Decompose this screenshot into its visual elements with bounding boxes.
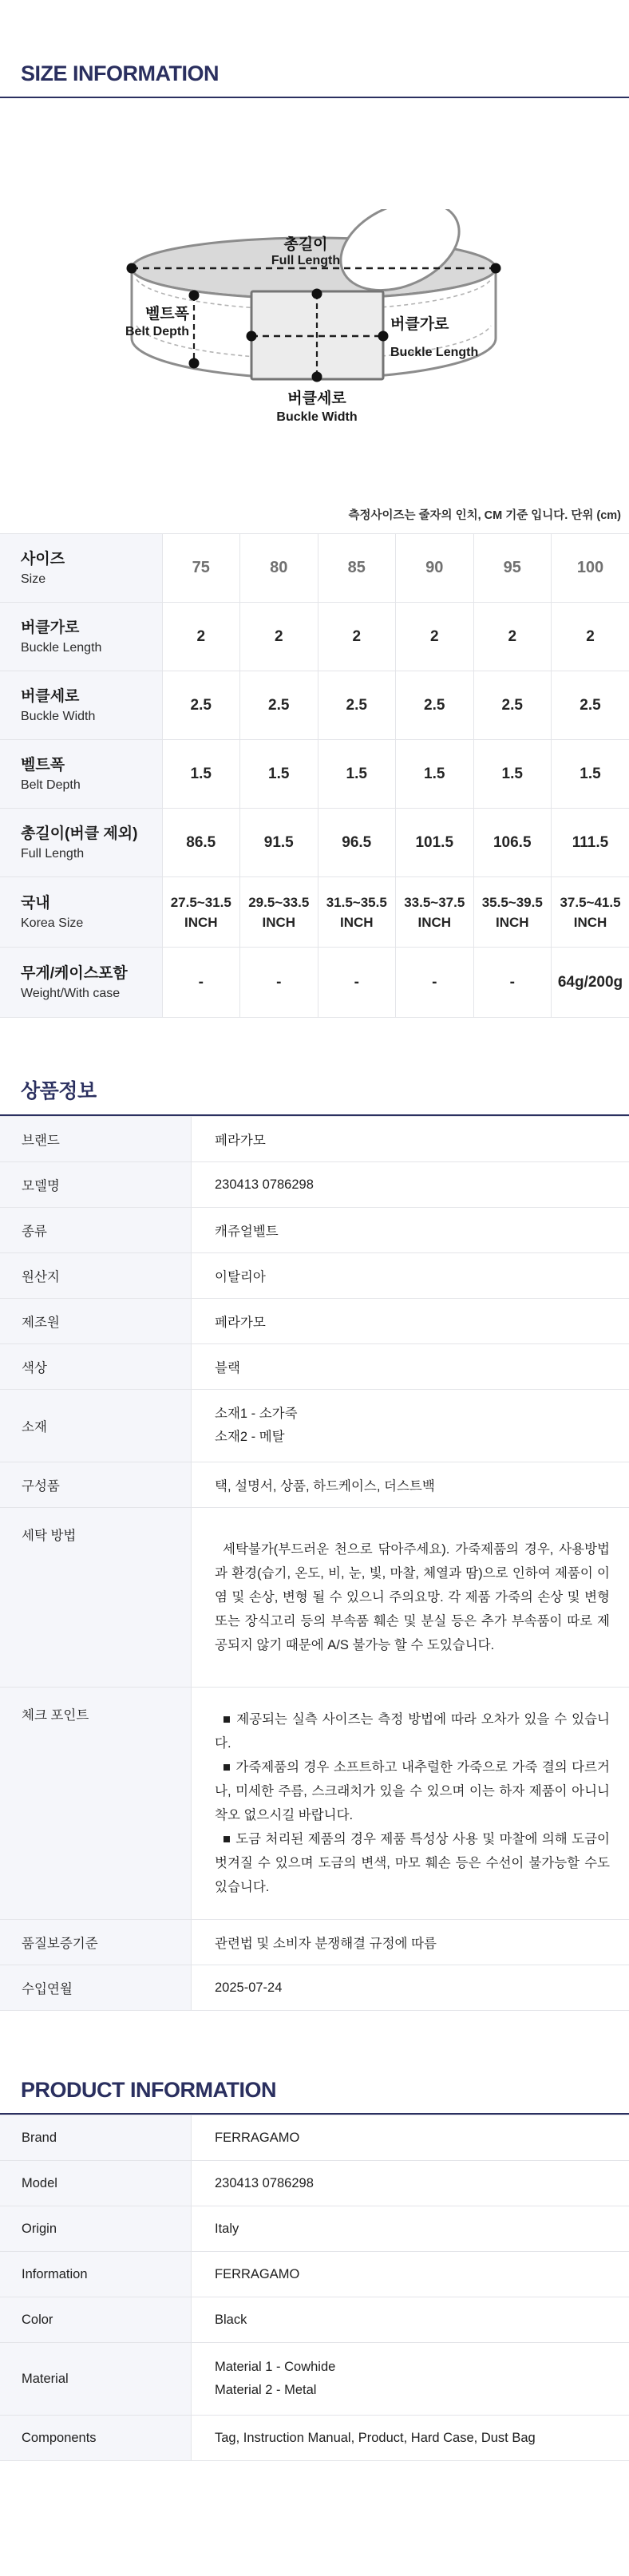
value-cell: 91.5 <box>240 809 318 877</box>
value-cell: 106.5 <box>473 809 552 877</box>
row-label: 구성품 <box>0 1462 192 1508</box>
buckle-length-row <box>0 603 629 671</box>
measure-dot <box>247 331 257 342</box>
row-label: 소재 <box>0 1390 192 1462</box>
buckle-length-label-en: Buckle Length <box>390 346 478 359</box>
value-cell: 111.5 <box>552 809 629 877</box>
product-info-kr-title: 상품정보 <box>0 1080 629 1102</box>
row-value: FERRAGAMO <box>192 2252 629 2297</box>
row-label-cell: 무게/케이스포함 Weight/With case <box>0 948 162 1018</box>
value-cell: 1.5 <box>318 740 396 809</box>
row-value: 페라가모 <box>192 1299 629 1344</box>
value-cell: 1.5 <box>552 740 629 809</box>
value-cell: 2 <box>162 603 240 671</box>
size-information-title: SIZE INFORMATION <box>0 62 629 85</box>
full-length-row <box>0 809 629 877</box>
product-info-en-title: PRODUCT INFORMATION <box>0 2079 629 2101</box>
value-cell: 35.5~39.5 INCH <box>473 877 552 948</box>
row-label: Information <box>0 2252 192 2297</box>
full-length-label-en: Full Length <box>271 254 340 267</box>
row-value: Black <box>192 2297 629 2343</box>
row-label: 종류 <box>0 1208 192 1253</box>
row-value: FERRAGAMO <box>192 2115 629 2161</box>
measure-dot <box>189 291 200 301</box>
row-value: 이탈리아 <box>192 1253 629 1299</box>
row-label: 색상 <box>0 1344 192 1390</box>
info-row-information-en <box>0 2252 629 2297</box>
info-row-model <box>0 1162 629 1208</box>
full-length-label-kr: 총길이 <box>283 235 327 253</box>
row-label: 체크 포인트 <box>0 1688 192 1920</box>
row-value: 230413 0786298 <box>192 2161 629 2206</box>
korea-size-row <box>0 877 629 948</box>
measure-dot <box>378 331 389 342</box>
row-label: Brand <box>0 2115 192 2161</box>
belt-depth-label-kr: 벨트폭 <box>145 304 190 322</box>
row-value: 블랙 <box>192 1344 629 1390</box>
row-value: 캐쥬얼벨트 <box>192 1208 629 1253</box>
value-cell: 86.5 <box>162 809 240 877</box>
value-cell: 2.5 <box>162 671 240 740</box>
info-row-warranty <box>0 1920 629 1965</box>
buckle-length-label-kr: 버클가로 <box>390 315 449 333</box>
info-row-checkpoint <box>0 1688 629 1920</box>
value-cell: 1.5 <box>396 740 474 809</box>
row-value: 관련법 및 소비자 분쟁해결 규정에 따름 <box>192 1920 629 1965</box>
row-value: 페라가모 <box>192 1117 629 1162</box>
value-cell: 2 <box>396 603 474 671</box>
buckle-width-row <box>0 671 629 740</box>
size-cell: 85 <box>318 534 396 603</box>
weight-row <box>0 948 629 1018</box>
row-label: Model <box>0 2161 192 2206</box>
value-cell: 2.5 <box>396 671 474 740</box>
value-cell: 2 <box>240 603 318 671</box>
product-info-kr-table <box>0 1116 629 2011</box>
info-row-type <box>0 1208 629 1253</box>
value-cell: - <box>396 948 474 1018</box>
row-label: 수입연월 <box>0 1965 192 2011</box>
measure-dot <box>189 358 200 369</box>
buckle-width-label-kr: 버클세로 <box>287 389 346 407</box>
size-cell: 80 <box>240 534 318 603</box>
row-value: Italy <box>192 2206 629 2252</box>
value-cell: 2.5 <box>473 671 552 740</box>
row-value: 230413 0786298 <box>192 1162 629 1208</box>
row-label-cell: 국내 Korea Size <box>0 877 162 948</box>
measure-dot <box>312 289 322 299</box>
info-row-import-date <box>0 1965 629 2011</box>
value-cell: 33.5~37.5 INCH <box>396 877 474 948</box>
value-cell: 37.5~41.5 INCH <box>552 877 629 948</box>
info-row-manufacturer <box>0 1299 629 1344</box>
value-cell: 1.5 <box>473 740 552 809</box>
row-value: Tag, Instruction Manual, Product, Hard Case, Dust Bag <box>192 2416 629 2461</box>
info-row-care <box>0 1508 629 1688</box>
value-cell: - <box>162 948 240 1018</box>
info-row-components <box>0 1462 629 1508</box>
row-label-cell: 총길이(버클 제외) Full Length <box>0 809 162 877</box>
row-label: Color <box>0 2297 192 2343</box>
row-label: Components <box>0 2416 192 2461</box>
value-cell: 2.5 <box>552 671 629 740</box>
row-value: 2025-07-24 <box>192 1965 629 2011</box>
value-cell: 96.5 <box>318 809 396 877</box>
info-row-origin-en <box>0 2206 629 2252</box>
row-label: 품질보증기준 <box>0 1920 192 1965</box>
row-label-cell: 버클세로 Buckle Width <box>0 671 162 740</box>
size-cell: 75 <box>162 534 240 603</box>
info-row-brand-en <box>0 2115 629 2161</box>
product-info-en-table <box>0 2115 629 2461</box>
row-value: Material 1 - Cowhide Material 2 - Metal <box>192 2343 629 2416</box>
info-row-brand <box>0 1117 629 1162</box>
size-table <box>0 533 629 1018</box>
value-cell: 2 <box>473 603 552 671</box>
size-cell: 90 <box>396 534 474 603</box>
row-value: 세탁불가(부드러운 천으로 닦아주세요). 가죽제품의 경우, 사용방법과 환경(습기, 온도, 비, 눈, 빛, 마찰, 체열과 땀)으로 인하여 제품이 이염 및 손상, 변형 될 수 있으니 주의요망. 각 제품 가죽의 손상 및 변형 또는 장식고리 등의 부속품 훼손 및 분실 등은 추가 부속품이 따로 제공되지 않기 때문에 A/S 불가능 할 수 도있습니다. <box>192 1508 629 1688</box>
value-cell: 101.5 <box>396 809 474 877</box>
measure-dot <box>127 263 137 274</box>
info-row-model-en <box>0 2161 629 2206</box>
info-row-origin <box>0 1253 629 1299</box>
row-label: 세탁 방법 <box>0 1508 192 1688</box>
row-label: 원산지 <box>0 1253 192 1299</box>
value-cell: 1.5 <box>240 740 318 809</box>
belt-depth-label-en: Belt Depth <box>125 325 189 338</box>
row-value: ■ 제공되는 실측 사이즈는 측정 방법에 따라 오차가 있을 수 있습니다. ■ 가죽제품의 경우 소프트하고 내추럴한 가죽으로 가죽 결의 다르거나, 미세한 주름, 스크래치가 있을 수 있으며 이는 하자 제품이 아니니 착오 없으시길 바랍니다. ■ 도금 처리된 제품의 경우 제품 특성상 사용 및 마찰에 의해 도금이 벗겨질 수 있으며 도금의 변색, 마모 훼손 등은 수선이 불가능할 수도 있습니다. <box>192 1688 629 1920</box>
row-label: 모델명 <box>0 1162 192 1208</box>
size-cell: 100 <box>552 534 629 603</box>
measure-dot <box>312 372 322 382</box>
value-cell: 2.5 <box>318 671 396 740</box>
info-row-components-en <box>0 2416 629 2461</box>
row-label: Origin <box>0 2206 192 2252</box>
row-label-cell: 사이즈 Size <box>0 534 162 603</box>
belt-diagram <box>106 209 505 449</box>
row-value: 택, 설명서, 상품, 하드케이스, 더스트백 <box>192 1462 629 1508</box>
bottom-whitespace <box>0 2461 629 2514</box>
value-cell: - <box>473 948 552 1018</box>
size-cell: 95 <box>473 534 552 603</box>
value-cell: 2 <box>552 603 629 671</box>
value-cell: 27.5~31.5 INCH <box>162 877 240 948</box>
value-cell: - <box>240 948 318 1018</box>
value-cell: 1.5 <box>162 740 240 809</box>
info-row-color <box>0 1344 629 1390</box>
value-cell: 29.5~33.5 INCH <box>240 877 318 948</box>
value-cell: 2.5 <box>240 671 318 740</box>
buckle-width-label-en: Buckle Width <box>276 410 357 424</box>
row-label-cell: 벨트폭 Belt Depth <box>0 740 162 809</box>
value-cell: 2 <box>318 603 396 671</box>
row-label: Material <box>0 2343 192 2416</box>
measurement-note: 측정사이즈는 줄자의 인치, CM 기준 입니다. 단위 (cm) <box>0 508 629 524</box>
title-divider <box>0 97 629 98</box>
size-row <box>0 534 629 603</box>
row-label-cell: 버클가로 Buckle Length <box>0 603 162 671</box>
row-label: 브랜드 <box>0 1117 192 1162</box>
row-label: 제조원 <box>0 1299 192 1344</box>
value-cell: 31.5~35.5 INCH <box>318 877 396 948</box>
measure-dot <box>491 263 501 274</box>
row-value: 소재1 - 소가죽 소재2 - 메탈 <box>192 1390 629 1462</box>
info-row-material-en <box>0 2343 629 2416</box>
info-row-material <box>0 1390 629 1462</box>
belt-depth-row <box>0 740 629 809</box>
product-detail-page <box>0 62 629 2576</box>
value-cell: - <box>318 948 396 1018</box>
info-row-color-en <box>0 2297 629 2343</box>
value-cell: 64g/200g <box>552 948 629 1018</box>
